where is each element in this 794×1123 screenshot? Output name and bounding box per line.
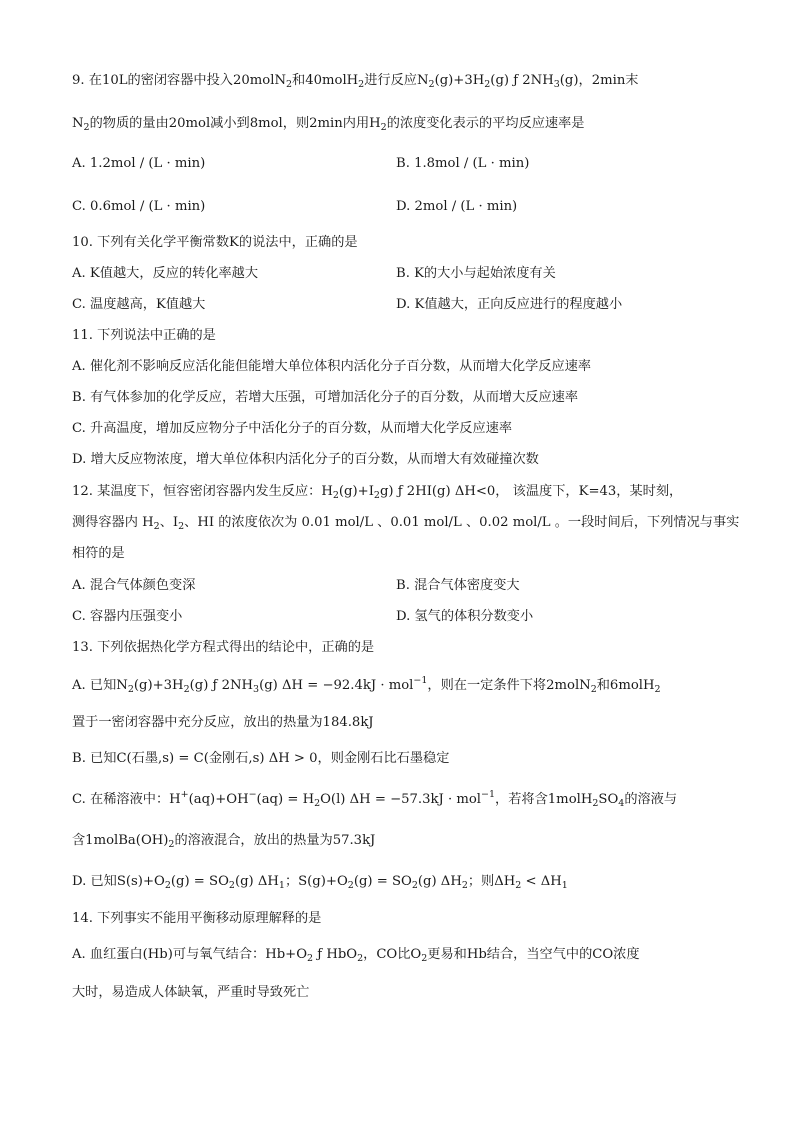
q12-stem-line2: 测得容器内 $H_2$、$I_2$、HI 的浓度依次为 0.01 mol/L 、0.01 mol/L 、0.02 mol/L 。一段时间后，下列情况与事实	[72, 515, 740, 532]
q13-option-c-line2: 含$1molBa(OH)_2$的溶液混合，放出的热量为57.3kJ	[72, 833, 376, 850]
q13-option-d: D. 已知$S(s)+O_2(g) = SO_2(g)$ $\Delta H_1$；$S(g)+O_2(g) = SO_2(g)$ $\Delta H_2$；则$\Delta H_2 < \Delta H_1$	[72, 874, 568, 891]
q13-option-a-line1: A. 已知$N_2(g)+3H_2(g)$ ƒ $2NH_3(g) \Delta H = -92.4kJ \cdot mol^{-1}$，则在一定条件下将2molN$_2$和6molH$_2$	[72, 675, 661, 695]
q12-option-d: D. 氢气的体积分数变小	[396, 609, 534, 624]
q9-option-c: C. 0.6mol / (L · min)	[72, 199, 206, 214]
q14-stem: 14. 下列事实不能用平衡移动原理解释的是	[72, 911, 322, 926]
q14-option-a-line1: A. 血红蛋白(Hb)可与氧气结合：$Hb+O_2$ ƒ HbO$_2$，CO比$O_2$更易和Hb结合，当空气中的CO浓度	[72, 947, 640, 964]
q13-stem: 13. 下列依据热化学方程式得出的结论中，正确的是	[72, 640, 375, 655]
q12-option-b: B. 混合气体密度变大	[396, 578, 520, 593]
q12-stem-line3: 相符的是	[72, 546, 125, 561]
q13-option-c-line1: C. 在稀溶液中：$H^+(aq)+OH^-(aq) = H_2O(l) \Delta H = -57.3kJ \cdot mol^{-1}$，若将含$1molH_2SO_4$的溶液与	[72, 789, 678, 809]
q10-option-a: A. K值越大，反应的转化率越大	[72, 266, 259, 281]
q11-option-a: A. 催化剂不影响反应活化能但能增大单位体积内活化分子百分数，从而增大化学反应速率	[72, 359, 592, 374]
q12-option-a: A. 混合气体颜色变深	[72, 578, 196, 593]
q10-option-b: B. K的大小与起始浓度有关	[396, 266, 556, 281]
q12-stem-line1: 12. 某温度下，恒容密闭容器内发生反应：$H_2(g)+I_2g$) ƒ 2HI(g) ΔH<0， 该温度下，K=43，某时刻，	[72, 484, 683, 501]
q10-stem: 10. 下列有关化学平衡常数K的说法中，正确的是	[72, 235, 358, 250]
q11-option-c: C. 升高温度，增加反应物分子中活化分子的百分数，从而增大化学反应速率	[72, 421, 513, 436]
q9-stem-line1: 9. 在10L的密闭容器中投入20molN$_2$和40molH$_2$进行反应$N_2(g)+3H_2(g)$ ƒ $2NH_3(g)$，2min末	[72, 73, 639, 90]
q9-option-a: A. 1.2mol / (L · min)	[72, 156, 206, 171]
q9-option-b: B. 1.8mol / (L · min)	[396, 156, 530, 171]
q9-stem-line2: $N_2$的物质的量由20mol减小到8mol，则2min内用$H_2$的浓度变化表示的平均反应速率是	[72, 116, 585, 133]
q11-option-b: B. 有气体参加的化学反应，若增大压强，可增加活化分子的百分数，从而增大反应速率	[72, 390, 579, 405]
q13-option-a-line2: 置于一密闭容器中充分反应，放出的热量为184.8kJ	[72, 715, 374, 730]
q9-option-d: D. 2mol / (L · min)	[396, 199, 518, 214]
q11-option-d: D. 增大反应物浓度，增大单位体积内活化分子的百分数，从而增大有效碰撞次数	[72, 452, 539, 467]
q10-option-c: C. 温度越高，K值越大	[72, 297, 206, 312]
q11-stem: 11. 下列说法中正确的是	[72, 328, 216, 343]
q10-option-d: D. K值越大，正向反应进行的程度越小	[396, 297, 623, 312]
q14-option-a-line2: 大时，易造成人体缺氧，严重时导致死亡	[72, 985, 310, 1000]
q12-option-c: C. 容器内压强变小	[72, 609, 183, 624]
q13-option-b: B. 已知C(石墨,s) = C(金刚石,s) ΔH > 0，则金刚石比石墨稳定	[72, 751, 450, 766]
